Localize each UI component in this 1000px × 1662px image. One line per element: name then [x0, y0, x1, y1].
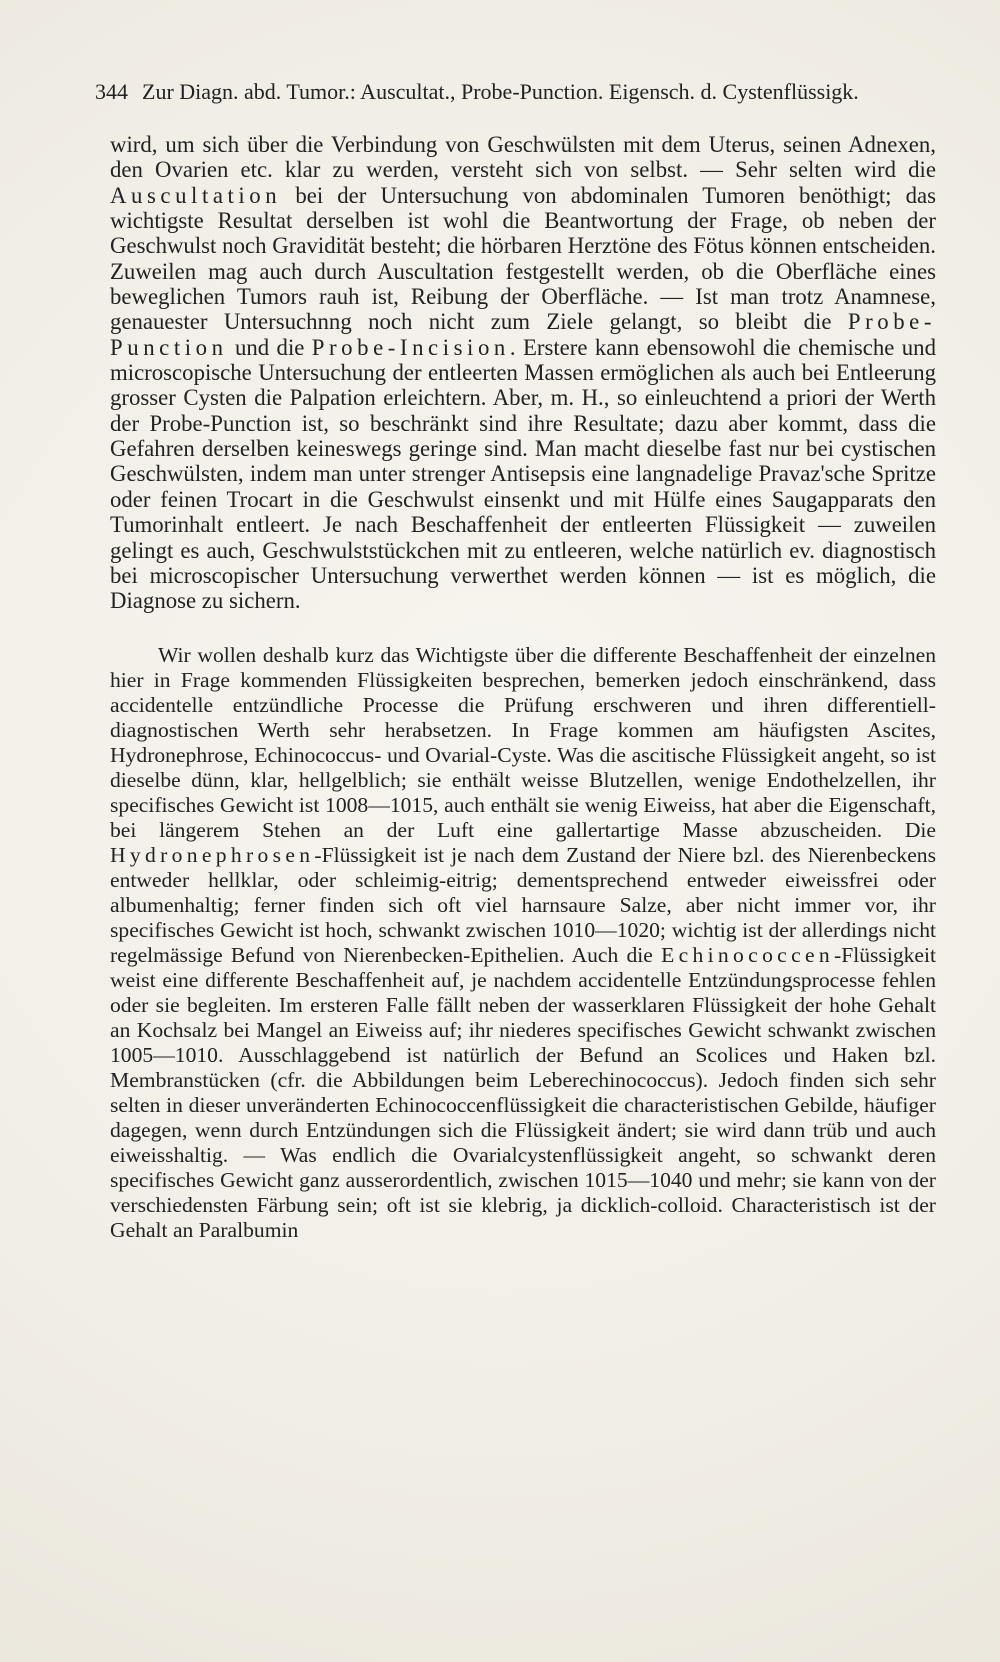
paragraph-2 [110, 643, 936, 1243]
term-probe-punction: Probe-Punction [110, 309, 936, 360]
term-echinococcen: Echinococcen [661, 942, 835, 967]
running-head: Zur Diagn. abd. Tumor.: Auscultat., Probe-Punction. Eigensch. d. Cystenflüssigk. [142, 79, 859, 104]
term-probe-incision: Probe-Incision [311, 334, 510, 360]
paragraph-1-text: bei der Untersuchung von abdominalen Tumoren benöthigt; das wichtigste Resultat derselben ist wohl die Beantwortung der Frage, ob neben der Geschwulst noch Gravidität besteht; die hörbaren Herztöne des Fötus können entscheiden. Zuweilen mag auch durch Auscultation festgestellt werden, ob die Oberfläche eines beweglichen Tumors rauh ist, Reibung der Oberfläche. — Ist man trotz Anamnese, genauester Untersuchnng noch nicht zum Ziele gelangt, so bleibt die [110, 182, 936, 335]
page-header [95, 78, 945, 106]
paragraph-2-text: Wir wollen deshalb kurz das Wichtigste über die differente Beschaffenheit der einzelnen hier in Frage kommenden Flüssigkeiten besprechen, bemerken jedoch einschränkend, dass accidentelle entzündliche Processe die Prüfung erschweren und ihren differentiell-diagnostischen Werth sehr herabsetzen. In Frage kommen am häufigsten Ascites, Hydronephrose, Echinococcus- und Ovarial-Cyste. Was die ascitische Flüssigkeit angeht, so ist dieselbe dünn, klar, hellgelblich; sie enthält weisse Blutzellen, wenige Endothelzellen, ihr specifisches Gewicht ist 1008—1015, auch enthält sie wenig Eiweiss, hat aber die Eigenschaft, bei längerem Stehen an der Luft eine gallertartige Masse abzuscheiden. Die [110, 642, 936, 842]
term-auscultation: Auscultation [110, 182, 282, 208]
paragraph-2-text: -Flüssigkeit ist je nach dem Zustand der Niere bzl. des Nierenbeckens entweder hellklar, oder schleimig-eitrig; dementsprechend entweder eiweissfrei oder albumenhaltig; ferner finden sich oft viel harnsaure Salze, aber nicht immer vor, ihr specifisches Gewicht ist hoch, schwankt zwischen 1010—1020; wichtig ist der allerdings nicht regelmässige Befund von Nierenbecken-Epithelien. Auch die [110, 842, 936, 967]
paragraph-1-text: wird, um sich über die Verbindung von Geschwülsten mit dem Uterus, seinen Adnexen, den Ovarien etc. klar zu werden, versteht sich von selbst. — Sehr selten wird die [110, 132, 936, 183]
paragraph-1-text: . Erstere kann ebensowohl die chemische und microscopische Untersuchung der entleerten Massen ermöglichen als auch bei Entleerung grosser Cysten die Palpation erleichtern. Aber, m. H., so einleuchtend a priori der Werth der Probe-Punction ist, so beschränkt sind ihre Resultate; dazu aber kommt, dass die Gefahren derselben keineswegs geringe sind. Man macht dieselbe fast nur bei cystischen Geschwülsten, indem man unter strenger Antisepsis eine langnadelige Pravaz'sche Spritze oder feinen Trocart in die Geschwulst einsenkt und mit Hülfe eines Saugapparats den Tumorinhalt entleert. Je nach Beschaffenheit der entleerten Flüssigkeit — zuweilen gelingt es auch, Geschwulststückchen mit zu entleeren, welche natürlich ev. diagnostisch bei microscopischer Untersuchung verwerthet werden können — ist es möglich, die Diagnose zu sichern. [110, 334, 936, 614]
page-number: 344 [95, 79, 128, 104]
body-text [110, 132, 936, 1243]
term-hydronephrosen: Hydronephrosen [110, 842, 315, 867]
paragraph-2-text: -Flüssigkeit weist eine differente Beschaffenheit auf, je nachdem accidentelle Entzündungsprocesse fehlen oder sie begleiten. Im ersteren Falle fällt neben der wasserklaren Flüssigkeit der hohe Gehalt an Kochsalz bei Mangel an Eiweiss auf; ihr niederes specifisches Gewicht schwankt zwischen 1005—1010. Ausschlaggebend ist natürlich der Befund an Scolices und Haken bzl. Membranstücken (cfr. die Abbildungen beim Leberechinococcus). Jedoch finden sich sehr selten in dieser unveränderten Echinococcenflüssigkeit die characteristischen Gebilde, häufiger dagegen, wenn durch Entzündungen sich die Flüssigkeit ändert; sie wird dann trüb und auch eiweisshaltig. — Was endlich die Ovarialcystenflüssigkeit angeht, so schwankt deren specifisches Gewicht ganz ausserordentlich, zwischen 1015—1040 und mehr; sie kann von der verschiedensten Färbung sein; oft ist sie klebrig, ja dicklich-colloid. Characteristisch ist der Gehalt an Paralbumin [110, 942, 936, 1242]
paragraph-1 [110, 132, 936, 614]
paragraph-1-text: und die [227, 334, 312, 360]
